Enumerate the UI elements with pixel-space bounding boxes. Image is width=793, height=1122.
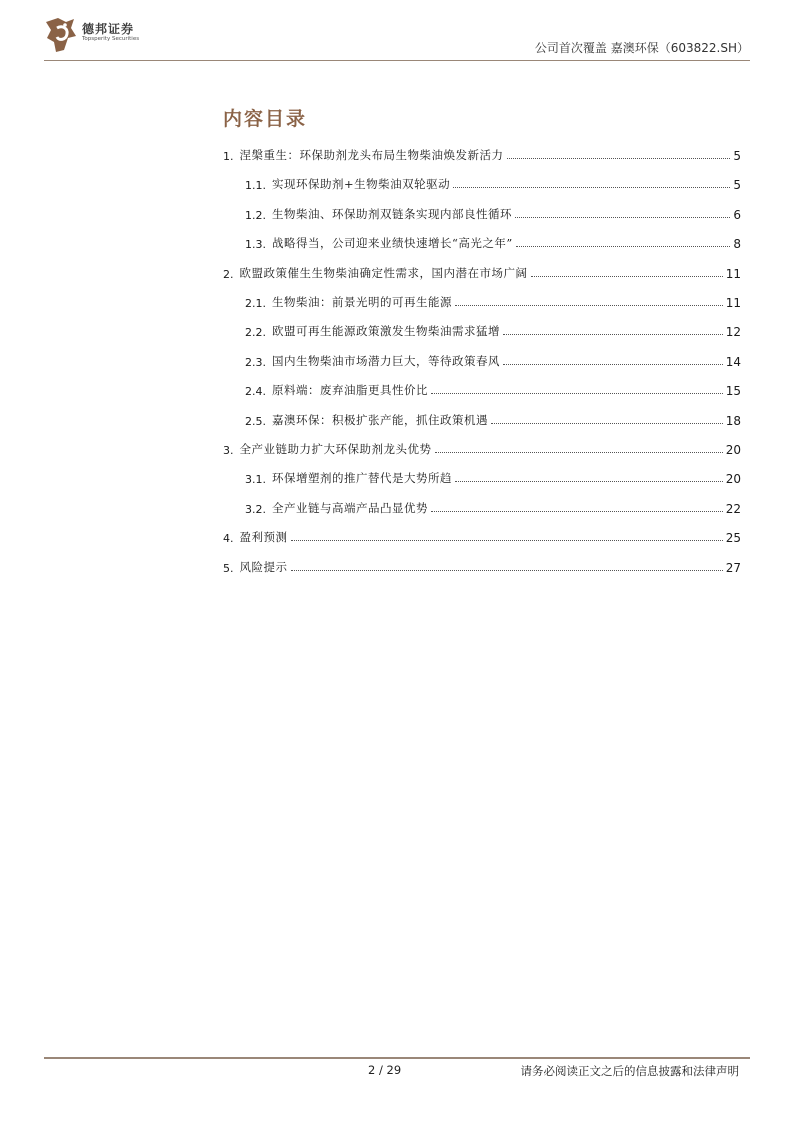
- logo-company-name: 德邦证券: [82, 22, 135, 36]
- page-header: [0, 0, 793, 62]
- toc-leader-dots: [491, 422, 723, 424]
- toc-entry-number: 1.1.: [245, 179, 266, 192]
- toc-entry-number: 1.2.: [245, 209, 266, 222]
- report-title: 公司首次覆盖 嘉澳环保（603822.SH）: [534, 41, 749, 55]
- toc-entry-number: 3.1.: [245, 473, 266, 486]
- company-logo-icon: [44, 16, 78, 54]
- toc-entry-number: 5.: [223, 562, 234, 575]
- logo-company-name-en: Topsperity Securities: [82, 36, 140, 42]
- toc-leader-dots: [531, 275, 723, 277]
- toc-entry[interactable]: [245, 351, 741, 369]
- toc-entry-title: 全产业链助力扩大环保助剂龙头优势: [239, 442, 432, 456]
- toc-leader-dots: [516, 245, 731, 247]
- toc-entry[interactable]: [245, 380, 741, 398]
- toc-entry-page: 14: [725, 355, 741, 369]
- toc-entry-page: 18: [725, 414, 741, 428]
- toc-title: 内容目录: [223, 108, 308, 130]
- toc-entry-page: 6: [733, 208, 741, 222]
- toc-entry-number: 2.4.: [245, 385, 266, 398]
- disclaimer-note: 请务必阅读正文之后的信息披露和法律声明: [520, 1064, 739, 1078]
- toc-entry-page: 11: [725, 296, 741, 310]
- toc-entry[interactable]: [245, 233, 741, 251]
- toc-entry-page: 27: [725, 561, 741, 575]
- toc-entry[interactable]: [245, 204, 741, 222]
- toc-entry-number: 2.5.: [245, 415, 266, 428]
- toc-entry-page: 25: [725, 531, 741, 545]
- toc-entry[interactable]: [245, 321, 741, 339]
- toc-entry[interactable]: [245, 174, 741, 192]
- toc-leader-dots: [455, 480, 723, 482]
- toc-entry-number: 4.: [223, 532, 234, 545]
- toc-leader-dots: [507, 157, 731, 159]
- toc-entry-number: 3.: [223, 444, 234, 457]
- toc-entry-page: 20: [725, 443, 741, 457]
- toc-entry-title: 实现环保助剂+生物柴油双轮驱动: [272, 177, 451, 191]
- toc-entry-title: 生物柴油：前景光明的可再生能源: [272, 295, 452, 309]
- toc-entry-title: 风险提示: [239, 560, 288, 574]
- toc-entry[interactable]: [223, 439, 741, 457]
- toc-leader-dots: [453, 186, 730, 188]
- toc-entry-number: 1.3.: [245, 238, 266, 251]
- toc-entry-title: 生物柴油、环保助剂双链条实现内部良性循环: [272, 207, 512, 221]
- toc-entry[interactable]: [223, 145, 741, 163]
- toc-entry-title: 全产业链与高端产品凸显优势: [272, 501, 428, 515]
- page-indicator: 2 / 29: [368, 1063, 402, 1077]
- toc-entry-page: 8: [733, 237, 741, 251]
- toc-leader-dots: [435, 451, 723, 453]
- toc-entry-title: 战略得当，公司迎来业绩快速增长“高光之年”: [272, 236, 513, 250]
- toc-entry-page: 20: [725, 472, 741, 486]
- toc-entry-page: 12: [725, 325, 741, 339]
- toc-leader-dots: [503, 363, 723, 365]
- toc-leader-dots: [515, 216, 730, 218]
- toc-entry-title: 国内生物柴油市场潜力巨大，等待政策春风: [272, 354, 500, 368]
- toc-leader-dots: [291, 569, 723, 571]
- footer-divider: [44, 1057, 750, 1059]
- toc-entry-title: 盈利预测: [239, 530, 288, 544]
- toc-entry[interactable]: [245, 292, 741, 310]
- toc-entry[interactable]: [245, 468, 741, 486]
- toc-leader-dots: [291, 539, 723, 541]
- toc-entry[interactable]: [223, 557, 741, 575]
- toc-entry-title: 原料端：废弃油脂更具性价比: [272, 383, 428, 397]
- toc-entry[interactable]: [223, 527, 741, 545]
- toc-entry[interactable]: [245, 498, 741, 516]
- toc-entry-title: 涅槃重生：环保助剂龙头布局生物柴油焕发新活力: [239, 148, 504, 162]
- toc-entry[interactable]: [245, 410, 741, 428]
- toc-leader-dots: [431, 392, 723, 394]
- toc-entry-title: 环保增塑剂的推广替代是大势所趋: [272, 471, 452, 485]
- toc-leader-dots: [503, 333, 723, 335]
- toc-entry-number: 1.: [223, 150, 234, 163]
- header-divider: [44, 60, 750, 61]
- toc-entry-page: 5: [733, 178, 741, 192]
- toc-entry-number: 2.2.: [245, 326, 266, 339]
- toc-entry-number: 2.: [223, 268, 234, 281]
- toc-leader-dots: [431, 510, 723, 512]
- toc-entry-title: 欧盟可再生能源政策激发生物柴油需求猛增: [272, 324, 500, 338]
- toc-entry-title: 欧盟政策催生生物柴油确定性需求，国内潜在市场广阔: [239, 266, 528, 280]
- toc-entry-page: 22: [725, 502, 741, 516]
- toc-entry-page: 5: [733, 149, 741, 163]
- toc-entry-number: 2.1.: [245, 297, 266, 310]
- toc-entry-number: 3.2.: [245, 503, 266, 516]
- toc-entry-number: 2.3.: [245, 356, 266, 369]
- toc-entry-title: 嘉澳环保：积极扩张产能，抓住政策机遇: [272, 413, 488, 427]
- toc-entry-page: 15: [725, 384, 741, 398]
- toc-leader-dots: [455, 304, 723, 306]
- toc-entry-page: 11: [725, 267, 741, 281]
- toc-entry[interactable]: [223, 263, 741, 281]
